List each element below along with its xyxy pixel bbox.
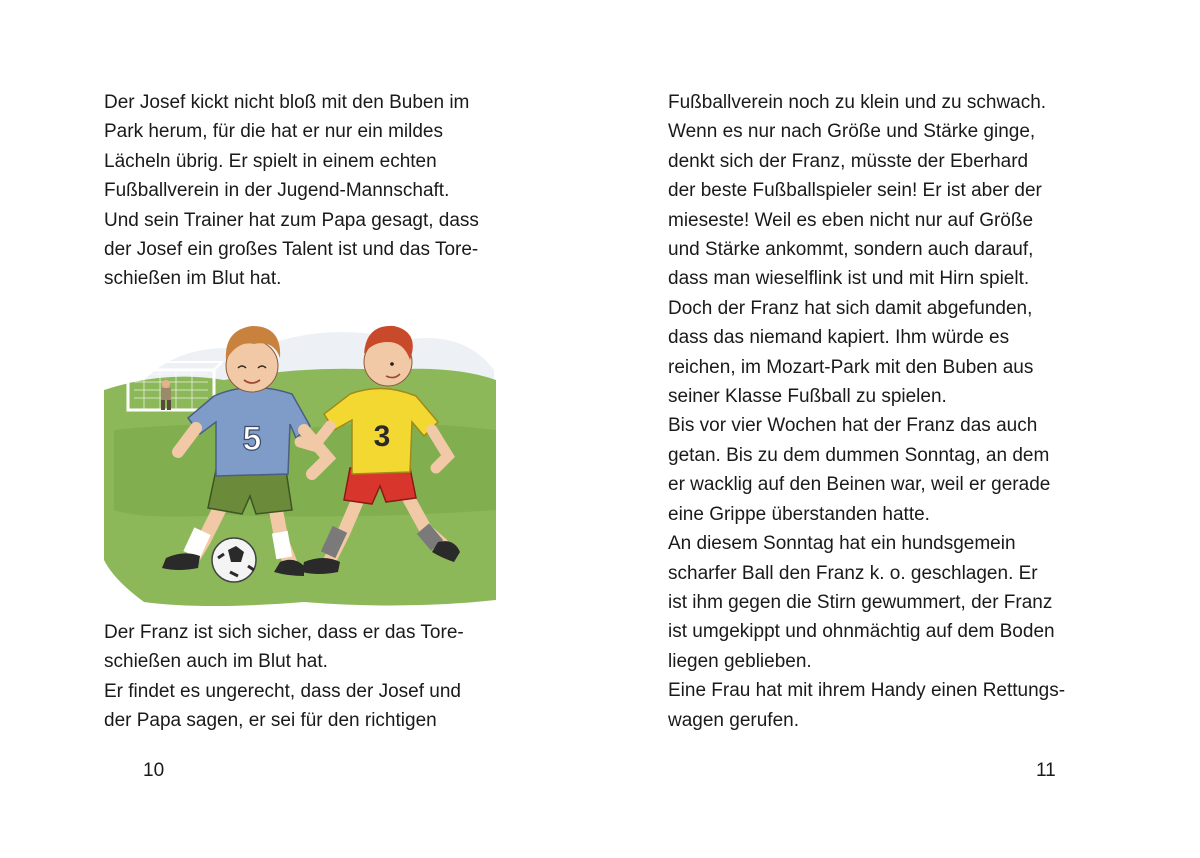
text-line: reichen, im Mozart-Park mit den Buben aus [668, 356, 1034, 378]
text-line: Der Franz ist sich sicher, dass er das Tore- [104, 622, 464, 643]
text-line: eine Grippe überstanden hatte. [668, 503, 930, 525]
right-paragraph [668, 88, 1065, 735]
text-line: ist ihm gegen die Stirn gewummert, der Franz [668, 591, 1053, 613]
left-bottom-paragraph [104, 618, 464, 736]
text-line: schießen auch im Blut hat. [104, 651, 328, 673]
text-line: Fußballverein noch zu klein und zu schwach. [668, 92, 1047, 113]
text-line: Lächeln übrig. Er spielt in einem echten [104, 150, 437, 172]
soccer-ball [212, 538, 256, 582]
text-line: seiner Klasse Fußball zu spielen. [668, 386, 947, 408]
text-line: dass das niemand kapiert. Ihm würde es [668, 327, 1010, 349]
text-line: getan. Bis zu dem dummen Sonntag, an dem [668, 444, 1050, 466]
text-line: Wenn es nur nach Größe und Stärke ginge, [668, 121, 1036, 143]
text-line: denkt sich der Franz, müsste der Eberhard [668, 150, 1029, 172]
text-line: liegen geblieben. [668, 650, 812, 672]
text-line: der Josef ein großes Talent ist und das Tore- [104, 239, 479, 261]
text-line: Er findet es ungerecht, dass der Josef und [104, 680, 461, 702]
text-line: wagen gerufen. [668, 709, 799, 731]
text-line: der Papa sagen, er sei für den richtigen [104, 710, 437, 732]
text-line: scharfer Ball den Franz k. o. geschlagen. Er [668, 562, 1038, 584]
text-line: er wacklig auf den Beinen war, weil er gerade [668, 474, 1051, 496]
right-page [600, 0, 1200, 858]
text-line: Der Josef kickt nicht bloß mit den Buben im [104, 92, 470, 113]
text-line: und Stärke ankommt, sondern auch darauf, [668, 239, 1034, 261]
text-line: der beste Fußballspieler sein! Er ist aber der [668, 180, 1042, 202]
text-line: Doch der Franz hat sich damit abgefunden, [668, 297, 1033, 319]
text-line: Bis vor vier Wochen hat der Franz das auch [668, 415, 1038, 437]
text-line: dass man wieselflink ist und mit Hirn spielt. [668, 268, 1030, 290]
left-top-paragraph [104, 88, 479, 294]
shirt-number-5: 5 [242, 420, 262, 458]
shirt-number-3: 3 [373, 420, 391, 453]
page-number-left: 10 [143, 760, 165, 781]
text-line: Eine Frau hat mit ihrem Handy einen Rettungs- [668, 680, 1066, 702]
page-number-right: 11 [1036, 760, 1056, 781]
text-line: Und sein Trainer hat zum Papa gesagt, dass [104, 209, 479, 231]
soccer-illustration [104, 310, 496, 606]
text-line: schießen im Blut hat. [104, 268, 282, 290]
text-line: mieseste! Weil es eben nicht nur auf Größe [668, 209, 1034, 231]
text-line: Fußballverein in der Jugend-Mannschaft. [104, 180, 450, 202]
text-line: ist umgekippt und ohnmächtig auf dem Boden [668, 621, 1055, 643]
text-line: Park herum, für die hat er nur ein mildes [104, 121, 443, 143]
text-line: An diesem Sonntag hat ein hundsgemein [668, 533, 1016, 555]
